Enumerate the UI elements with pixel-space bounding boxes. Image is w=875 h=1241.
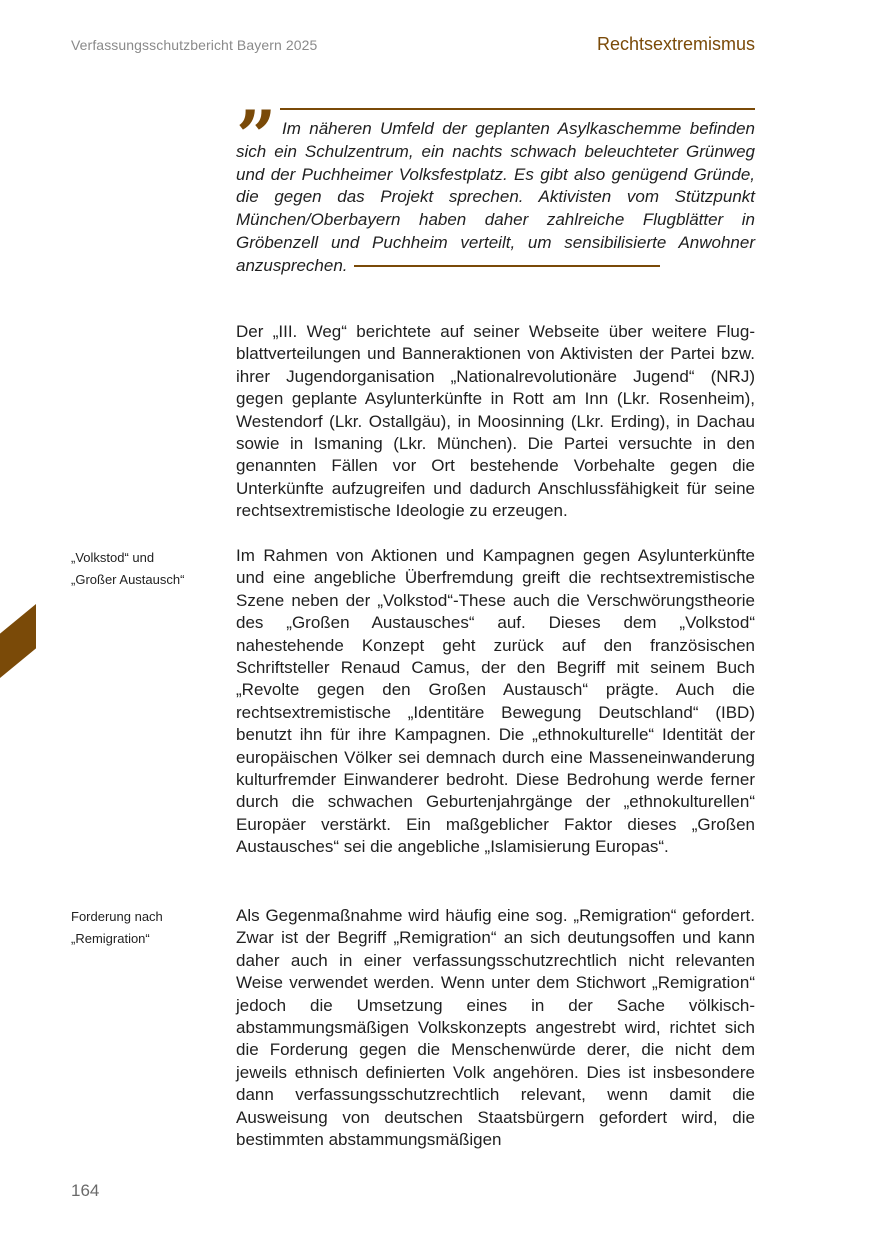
margin-note-remigration bbox=[71, 906, 211, 950]
pull-quote bbox=[236, 95, 755, 278]
chapter-tab-marker bbox=[0, 604, 36, 678]
body-paragraph-2: Im Rahmen von Aktionen und Kampagnen gegen Asylunterkünfte und eine angebliche Überfremdung greift die rechtsextremistische Szene neben der „Volkstod“-These auch die Verschwörungstheorie des „Großen Austausches“ auf. Dieses dem „Volkstod“ nahestehende Konzept geht zurück auf den französischen Schriftsteller Renaud Camus, der den Begriff mit seinem Buch „Revolte gegen den Großen Austausch“ prägte. Auch die rechtsextremistische „Identitäre Bewegung Deutschland“ (IBD) benutzt ihn für ihre Kampagnen. Die „ethnokulturelle“ Identität der europäischen Völker sei demnach durch eine Masseneinwanderung kulturfremder Einwanderer bedroht. Diese Bedrohung werde ferner durch die schwachen Geburtenjahrgänge der „ethnokulturellen“ Europäer verstärkt. Ein maßgeblicher Faktor dieses „Großen Austausches“ sei die angebliche „Islamisierung Europas“. bbox=[236, 546, 755, 857]
quote-end-rule bbox=[354, 265, 660, 267]
margin-note-line: „Volkstod“ und bbox=[71, 550, 155, 565]
margin-note-line: „Remigration“ bbox=[71, 931, 150, 946]
report-title: Verfassungsschutzbericht Bayern 2025 bbox=[71, 37, 318, 53]
quote-mark-icon: ” bbox=[236, 95, 277, 178]
margin-note-line: Forderung nach bbox=[71, 909, 163, 924]
quote-text: Im näheren Umfeld der geplanten Asylkaschemme befinden sich ein Schulzentrum, ein nachts schwach beleuchteter Grünweg und der Puchheimer Volksfestplatz. Es gibt also genügend Gründe, die gegen das Projekt sprechen. Aktivisten vom Stützpunkt München/Oberbayern haben daher zahlreiche Flugblätter in Gröbenzell und Puchheim verteilt, um sensibilisierte Anwohner anzusprechen. bbox=[236, 119, 755, 275]
margin-note-line: „Großer Austausch“ bbox=[71, 572, 185, 587]
section-title: Rechtsextremismus bbox=[596, 34, 755, 54]
page-number: 164 bbox=[71, 1181, 100, 1200]
quote-top-rule bbox=[280, 108, 755, 110]
body-paragraph-1: Der „III. Weg“ berichtete auf seiner Webseite über weitere Flugblattverteilungen und Banneraktionen von Aktivisten der Partei bzw. ihrer Jugendorganisation „Nationalrevolutionäre Jugend“ (NRJ) gegen geplante Asylunterkünfte in Rott am Inn (Lkr. Rosenheim), Westendorf (Lkr. Ostallgäu), in Moosinning (Lkr. Erding), in Dachau sowie in Ismaning (Lkr. München). Die Partei versuchte in den genannten Fällen vor Ort bestehende Vorbehalte gegen die Unterkünfte aufzugreifen und dadurch Anschlussfähigkeit für seine rechtsextremistische Ideologie zu erzeugen. bbox=[236, 322, 755, 521]
body-paragraph-3: Als Gegenmaßnahme wird häufig eine sog. „Remigration“ gefordert. Zwar ist der Begriff „Remigration“ an sich deutungsoffen und kann daher auch in einer verfassungsschutzrechtlich nicht relevanten Weise verwendet werden. Wenn unter dem Stichwort „Remigration“ jedoch die Umsetzung eines in der Sache völkisch-abstammungsmäßigen Volkskonzepts angestrebt wird, richtet sich die Forderung gegen die Menschenwürde derer, die nicht dem jeweils ethnisch definierten Volk angehören. Dies ist insbesondere dann verfassungsschutzrechtlich relevant, wenn damit die Ausweisung von deutschen Staatsbürgern gefordert wird, die bestimmten abstammungsmäßigen bbox=[236, 906, 755, 1150]
margin-note-volkstod bbox=[71, 547, 211, 591]
quote-text-block bbox=[236, 108, 755, 278]
